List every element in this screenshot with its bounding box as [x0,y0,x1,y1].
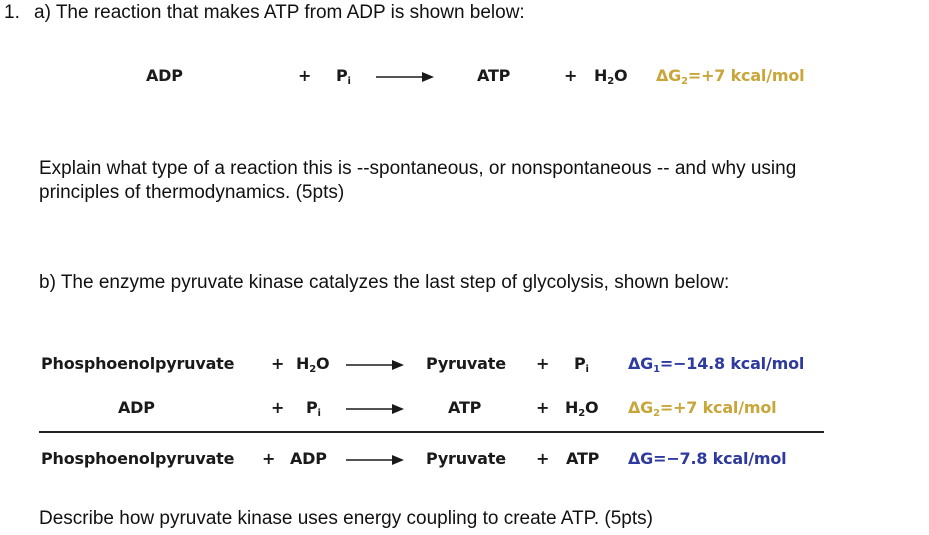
product-water: $H_2O$ [594,66,628,87]
plus-sign: + [271,398,285,417]
reactant-adp: ADP [146,66,183,85]
delta-g1-value: $\Delta G_1=-14.8$ kcal/mol [628,354,805,375]
part-a-prompt-line2: principles of thermodynamics. (5pts) [39,182,345,203]
product-pyruvate: Pyruvate [426,354,506,373]
reactant-pep: Phosphoenolpyruvate [41,354,235,373]
delta-g-net-value: ΔG=−7.8 kcal/mol [628,449,787,468]
product-atp: ATP [477,66,511,85]
plus-sign: + [271,354,285,373]
product-pyruvate: Pyruvate [426,449,506,468]
delta-g-value: $\Delta G_2=+7$ kcal/mol [656,66,805,87]
reaction-arrow-icon [376,70,434,84]
reactant-pi: $P_i$ [336,66,351,87]
reaction-arrow-icon [346,402,404,416]
reactant-adp: ADP [290,449,327,468]
reactant-water: $H_2O$ [296,354,330,375]
plus-sign: + [536,449,550,468]
reaction-arrow-icon [346,453,404,467]
product-atp: ATP [448,398,482,417]
part-b-prompt: Describe how pyruvate kinase uses energy coupling to create ATP. (5pts) [39,508,653,529]
plus-sign: + [536,354,550,373]
product-atp: ATP [566,449,600,468]
delta-g2-value: $\Delta G_2=+7$ kcal/mol [628,398,777,419]
part-b-heading: b) The enzyme pyruvate kinase catalyzes the last step of glycolysis, shown below: [39,272,730,293]
plus-sign: + [536,398,550,417]
plus-sign: + [262,449,276,468]
reactant-pi: $P_i$ [306,398,321,419]
plus-sign: + [298,66,312,85]
question-number: 1. [4,2,20,23]
plus-sign: + [564,66,578,85]
reactant-pep: Phosphoenolpyruvate [41,449,235,468]
sum-divider [39,431,824,433]
product-water: $H_2O$ [565,398,599,419]
part-a-prompt-line1: Explain what type of a reaction this is --spontaneous, or nonspontaneous -- and why using [39,158,797,179]
part-a-heading: a) The reaction that makes ATP from ADP is shown below: [34,2,525,23]
reaction-arrow-icon [346,358,404,372]
product-pi: $P_i$ [574,354,589,375]
reactant-adp: ADP [118,398,155,417]
